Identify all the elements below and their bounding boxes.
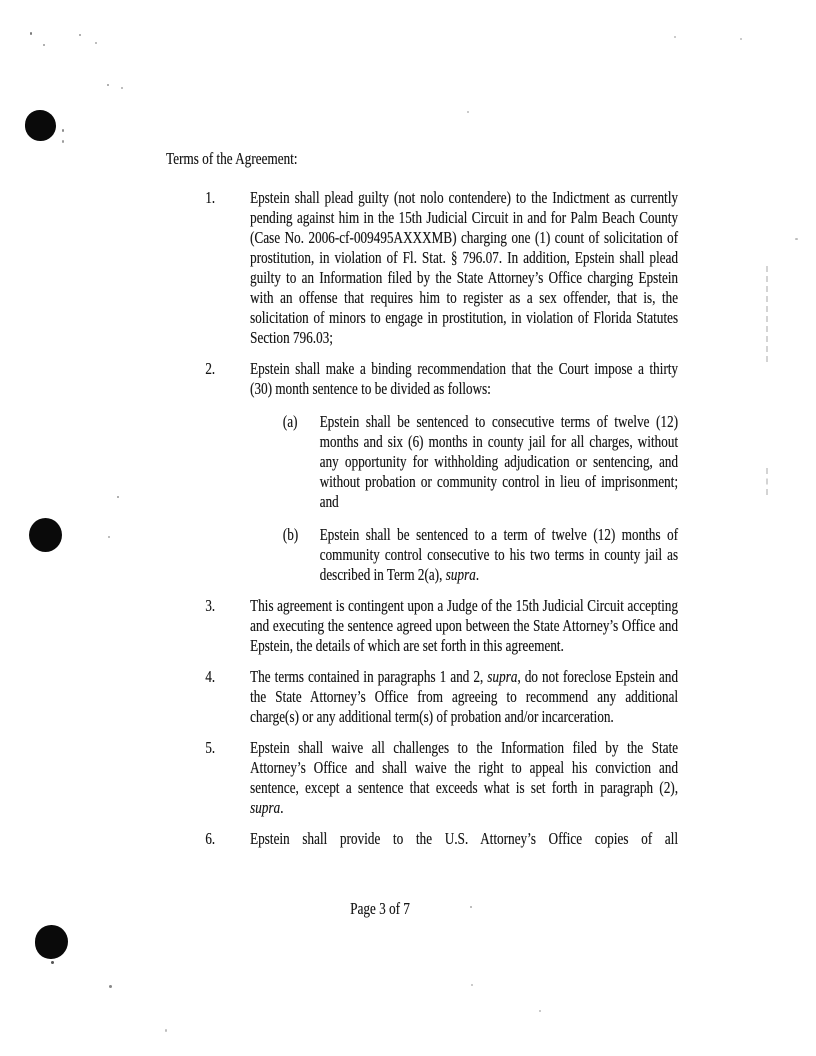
hole-punch-mark bbox=[35, 925, 68, 959]
ink-speck bbox=[109, 985, 112, 988]
term-item-2 bbox=[166, 359, 678, 585]
document-body bbox=[166, 149, 678, 860]
term-text-run: . bbox=[280, 798, 284, 817]
subterm-item-b bbox=[250, 525, 678, 585]
ink-speck bbox=[30, 32, 32, 35]
ink-speck bbox=[79, 34, 81, 36]
term-text-run: This agreement is contingent upon a Judge of the 15th Judicial Circuit accepting and executing the sentence agreed upon between the State Attorney’s Office and Epstein, the details of which are set forth in this agreement. bbox=[250, 596, 678, 655]
subterm-text-run: Epstein shall be sentenced to consecutive terms of twelve (12) months and six (6) months in county jail for all charges, without any opportunity for withholding adjudication or sentencing, and without probation or community control in lieu of imprisonment; and bbox=[319, 412, 678, 511]
term-text-run: Epstein shall waive all challenges to the Information filed by the State Attorney’s Office and shall waive the right to appeal his conviction and sentence, except a sentence that exceeds what is set forth in paragraph (2), bbox=[250, 738, 678, 797]
ink-speck bbox=[62, 140, 64, 143]
term-item-3 bbox=[166, 596, 678, 656]
term-number: 6. bbox=[205, 829, 216, 848]
term-text-run: Epstein shall provide to the U.S. Attorney’s Office copies of all bbox=[250, 829, 678, 848]
ink-speck bbox=[121, 87, 123, 89]
subterm-text bbox=[320, 412, 678, 512]
scan-artifact-line bbox=[766, 266, 768, 362]
document-heading: Terms of the Agreement: bbox=[166, 149, 298, 168]
ink-speck bbox=[43, 44, 45, 46]
ink-speck bbox=[62, 129, 64, 132]
term-item-1 bbox=[166, 188, 678, 348]
ink-speck bbox=[795, 238, 798, 240]
term-text-run: Epstein shall plead guilty (not nolo contendere) to the Indictment as currently pending against him in the 15th Judicial Circuit in and for Palm Beach County (Case No. 2006-cf-009495AXXXMB) charging one (1) count of solicitation of prostitution, in violation of Fl. Stat. § 796.07. In addition, Epstein shall plead guilty to an Information filed by the State Attorney’s Office charging Epstein with an offense that requires him to register as a sex offender, that is, the solicitation of minors to engage in prostitution, in violation of Florida Statutes Section 796.03; bbox=[250, 188, 678, 347]
term-number: 5. bbox=[205, 738, 216, 757]
subterm-label: (b) bbox=[282, 525, 299, 544]
term-number: 2. bbox=[205, 359, 216, 378]
ink-speck bbox=[107, 84, 109, 86]
term-number: 3. bbox=[205, 596, 216, 615]
ink-speck bbox=[471, 984, 473, 986]
ink-speck bbox=[165, 1029, 167, 1032]
term-item-4 bbox=[166, 667, 678, 727]
ink-speck bbox=[108, 536, 110, 538]
term-text bbox=[250, 829, 678, 849]
ink-speck bbox=[117, 496, 119, 498]
term-text-run: , do not foreclose Epstein and the State Attorney’s Office from agreeing to recommend any additional charge(s) or any additional term(s) of probation and/or incarceration. bbox=[250, 667, 678, 726]
ink-speck bbox=[95, 42, 97, 44]
subterm-text-run: . bbox=[475, 565, 479, 584]
subterm-text bbox=[320, 525, 678, 585]
term-text bbox=[250, 596, 678, 656]
term-text bbox=[250, 738, 678, 818]
subterm-text-run: Epstein shall be sentenced to a term of twelve (12) months of community control consecutive to his two terms in county jail as described in Term 2(a), bbox=[319, 525, 678, 584]
ink-speck bbox=[674, 36, 676, 38]
scan-artifact-line bbox=[766, 468, 768, 495]
subterm-item-a bbox=[250, 412, 678, 512]
term-text-run: The terms contained in paragraphs 1 and 2, bbox=[250, 667, 488, 686]
hole-punch-mark bbox=[29, 518, 62, 552]
term-text bbox=[250, 188, 678, 348]
hole-punch-mark bbox=[25, 110, 56, 141]
italic-citation: supra bbox=[487, 667, 518, 686]
term-number: 4. bbox=[205, 667, 216, 686]
term-number: 1. bbox=[205, 188, 216, 207]
ink-speck bbox=[740, 38, 742, 40]
italic-citation: supra bbox=[445, 565, 476, 584]
subterm-label: (a) bbox=[282, 412, 298, 431]
term-text bbox=[250, 359, 678, 585]
term-item-6 bbox=[166, 829, 678, 849]
page-number: Page 3 of 7 bbox=[350, 899, 410, 918]
italic-citation: supra bbox=[250, 798, 281, 817]
term-text-run: Epstein shall make a binding recommendation that the Court impose a thirty (30) month sentence to be divided as follows: bbox=[250, 359, 678, 398]
ink-speck bbox=[467, 111, 469, 113]
ink-speck bbox=[51, 961, 54, 964]
ink-speck bbox=[539, 1010, 541, 1012]
term-text bbox=[250, 667, 678, 727]
term-item-5 bbox=[166, 738, 678, 818]
